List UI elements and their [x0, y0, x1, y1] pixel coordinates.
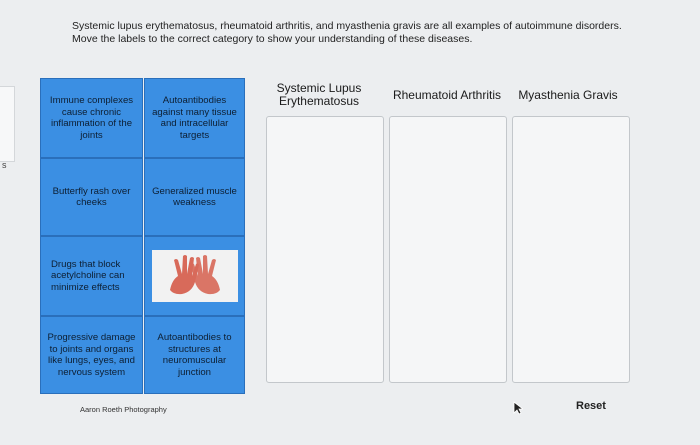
category-title-ra: Rheumatoid Arthritis: [392, 88, 502, 102]
swollen-hands-image: [152, 250, 238, 302]
drag-label-acetylcholine-drugs[interactable]: [40, 236, 143, 316]
drag-label-text: Generalized muscle weakness: [152, 185, 237, 208]
reset-button[interactable]: Reset: [576, 400, 606, 412]
drag-label-text: Immune complexes cause chronic inflammation of the joints: [49, 95, 134, 141]
drag-label-butterfly-rash[interactable]: [40, 158, 143, 236]
category-title-mg: Myasthenia Gravis: [518, 88, 618, 102]
drag-label-text: Drugs that block acetylcholine can minimize effects: [51, 258, 125, 293]
drag-label-immune-complexes[interactable]: [40, 78, 143, 158]
drag-label-progressive-damage[interactable]: [40, 316, 143, 394]
drag-label-text: Autoantibodies against many tissue and intracellular targets: [152, 95, 237, 141]
drag-label-text: Butterfly rash over cheeks: [52, 185, 131, 208]
edge-label: s: [2, 160, 7, 170]
drop-zone-sle[interactable]: [266, 116, 384, 383]
drop-zone-ra[interactable]: [389, 116, 507, 383]
drag-label-muscle-weakness[interactable]: [144, 158, 245, 236]
drag-label-text: Autoantibodies to structures at neuromuscular junction: [157, 332, 232, 378]
drag-label-neuromuscular-junction[interactable]: [144, 316, 245, 394]
drag-label-text: Progressive damage to joints and organs like lungs, eyes, and nervous system: [47, 332, 136, 378]
category-title-sle: Systemic Lupus Erythematosus: [276, 81, 362, 108]
drag-label-hands-photo[interactable]: [144, 236, 245, 316]
photo-credit: Aaron Roeth Photography: [80, 405, 167, 414]
drag-label-autoantibodies-many-targets[interactable]: [144, 78, 245, 158]
mouse-pointer-icon: [513, 401, 523, 420]
instructions-text: Systemic lupus erythematosus, rheumatoid arthritis, and myasthenia gravis are all examples of autoimmune disorders. Move the labels to the correct category to show your understanding of these diseases.: [72, 20, 622, 45]
left-side-panel: [0, 86, 15, 162]
drop-zone-mg[interactable]: [512, 116, 630, 383]
